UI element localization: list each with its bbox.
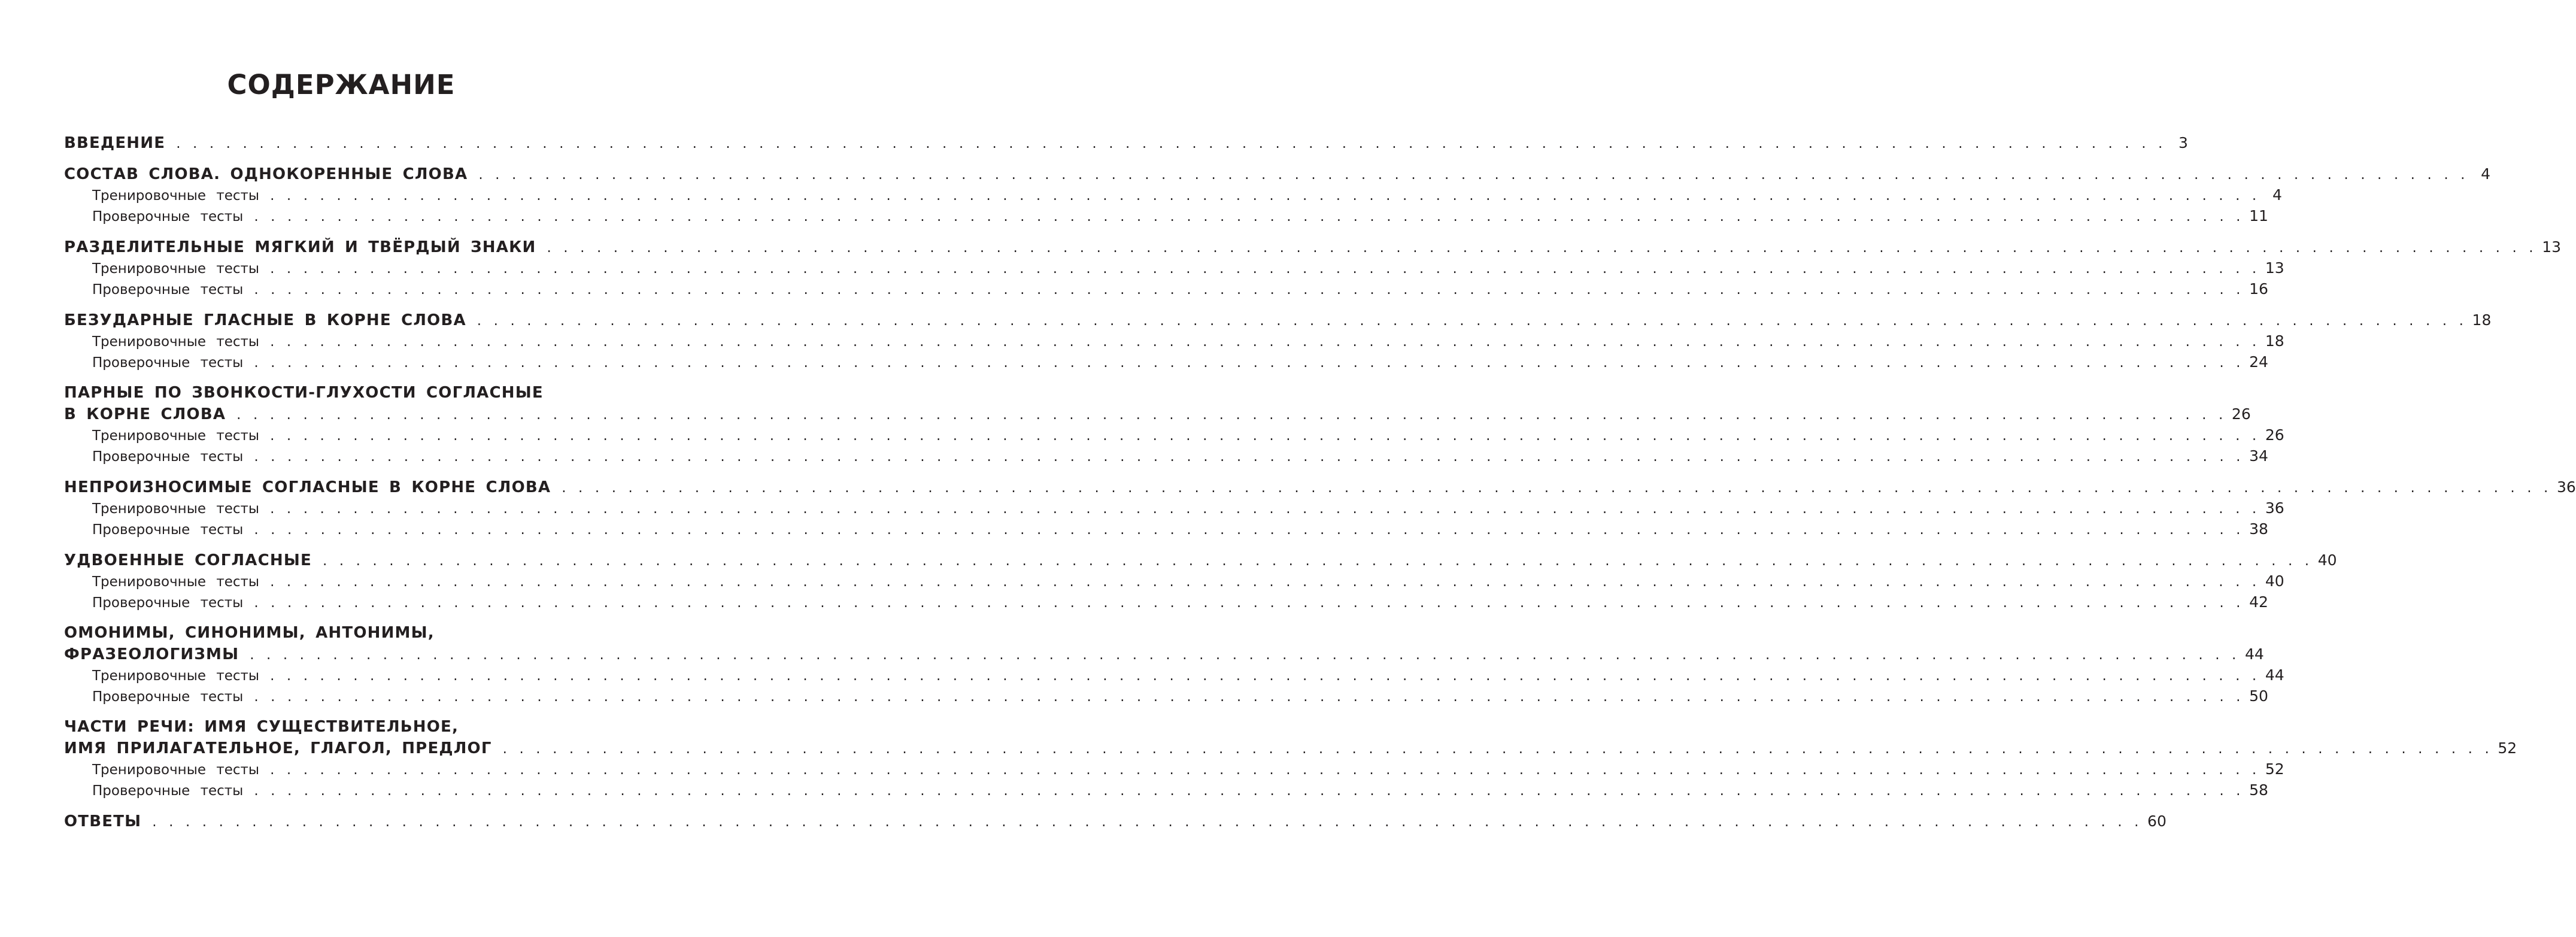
- page-number: 38: [2249, 520, 2268, 538]
- toc-chapter-row[interactable]: [64, 132, 2188, 153]
- toc-chapter-row[interactable]: [64, 310, 2492, 330]
- page-number: 4: [2272, 186, 2282, 204]
- subsection-title: Проверочные тесты: [92, 209, 244, 225]
- subsection-title: Проверочные тесты: [92, 595, 244, 611]
- chapter-title: ВВЕДЕНИЕ: [64, 134, 166, 152]
- toc-subsection-row[interactable]: [64, 184, 2282, 205]
- page-number: 26: [2231, 405, 2251, 423]
- toc-subsection-row[interactable]: [64, 498, 2284, 518]
- toc-subsection-row[interactable]: [64, 686, 2268, 706]
- toc-subsection-row[interactable]: [64, 351, 2268, 372]
- page-number: 52: [2498, 739, 2517, 757]
- toc-subsection-row[interactable]: [64, 518, 2268, 539]
- chapter-title: ОМОНИМЫ, СИНОНИМЫ, АНТОНИМЫ,: [64, 624, 435, 642]
- subsection-title: Проверочные тесты: [92, 783, 244, 799]
- toc-subsection-row[interactable]: [64, 780, 2268, 800]
- chapter-title: ПАРНЫЕ ПО ЗВОНКОСТИ-ГЛУХОСТИ СОГЛАСНЫЕ: [64, 384, 544, 402]
- subsection-title: Тренировочные тесты: [92, 668, 260, 684]
- chapter-title: ЧАСТИ РЕЧИ: ИМЯ СУЩЕСТВИТЕЛЬНОЕ,: [64, 718, 459, 736]
- chapter-title: ФРАЗЕОЛОГИЗМЫ: [64, 645, 239, 663]
- toc-chapter-row[interactable]: [64, 738, 2517, 759]
- toc-subsection-row[interactable]: [64, 571, 2284, 592]
- toc-section: [64, 477, 2576, 539]
- dot-leader: . . . . . . . . . . . . . . . . . . . . . . . . . . . . . . . . . . . . . . . . . . . . . . . . . . . . . . . . . . . . . . . . . . . . . . . . . . . . . . . . . . . . . . . . . . . . . . . . . . . . . . . . . . . . . . . . . . . . . . . .: [254, 355, 2245, 371]
- page-number: 44: [2265, 666, 2284, 684]
- chapter-title: ИМЯ ПРИЛАГАТЕЛЬНОЕ, ГЛАГОЛ, ПРЕДЛОГ: [64, 739, 492, 757]
- page-number: 4: [2481, 165, 2491, 183]
- toc-subsection-row[interactable]: [64, 592, 2268, 612]
- dot-leader: . . . . . . . . . . . . . . . . . . . . . . . . . . . . . . . . . . . . . . . . . . . . . . . . . . . . . . . . . . . . . . . . . . . . . . . . . . . . . . . . . . . . . . . . . . . . . . . . . . . . . . . . . . . . . . . . . . . . . . . .: [254, 209, 2245, 225]
- page-number: 13: [2542, 238, 2562, 256]
- page-number: 52: [2265, 760, 2284, 778]
- dot-leader: . . . . . . . . . . . . . . . . . . . . . . . . . . . . . . . . . . . . . . . . . . . . . . . . . . . . . . . . . . . . . . . . . . . . . . . . . . . . . . . . . . . . . . . . . . . . . . . . . . . . . . . . . . . . . . . . . . . . . . . .: [250, 647, 2240, 663]
- dot-leader: . . . . . . . . . . . . . . . . . . . . . . . . . . . . . . . . . . . . . . . . . . . . . . . . . . . . . . . . . . . . . . . . . . . . . . . . . . . . . . . . . . . . . . . . . . . . . . . . . . . . . . . . . . . . . . . . . . . . . . . .: [322, 553, 2313, 569]
- chapter-title: РАЗДЕЛИТЕЛЬНЫЕ МЯГКИЙ И ТВЁРДЫЙ ЗНАКИ: [64, 238, 536, 256]
- dot-leader: . . . . . . . . . . . . . . . . . . . . . . . . . . . . . . . . . . . . . . . . . . . . . . . . . . . . . . . . . . . . . . . . . . . . . . . . . . . . . . . . . . . . . . . . . . . . . . . . . . . . . . . . . . . . . . . . . . . . . . . .: [270, 334, 2261, 350]
- toc-section: [64, 383, 2284, 466]
- dot-leader: . . . . . . . . . . . . . . . . . . . . . . . . . . . . . . . . . . . . . . . . . . . . . . . . . . . . . . . . . . . . . . . . . . . . . . . . . . . . . . . . . . . . . . . . . . . . . . . . . . . . . . . . . . . . . . . . . . . . . . . .: [502, 741, 2493, 757]
- dot-leader: . . . . . . . . . . . . . . . . . . . . . . . . . . . . . . . . . . . . . . . . . . . . . . . . . . . . . . . . . . . . . . . . . . . . . . . . . . . . . . . . . . . . . . . . . . . . . . . . . . . . . . . . . . . . . . . . . . . . . . . .: [270, 501, 2261, 517]
- dot-leader: . . . . . . . . . . . . . . . . . . . . . . . . . . . . . . . . . . . . . . . . . . . . . . . . . . . . . . . . . . . . . . . . . . . . . . . . . . . . . . . . . . . . . . . . . . . . . . . . . . . . . . . . . . . . . . . . . . . . . . . .: [254, 282, 2245, 298]
- subsection-title: Проверочные тесты: [92, 522, 244, 538]
- toc-section: [64, 550, 2337, 612]
- page-number: 36: [2556, 478, 2576, 496]
- subsection-title: Проверочные тесты: [92, 355, 244, 371]
- page-number: 60: [2147, 812, 2167, 830]
- chapter-title: В КОРНЕ СЛОВА: [64, 405, 226, 423]
- page-number: 34: [2249, 447, 2268, 465]
- dot-leader: . . . . . . . . . . . . . . . . . . . . . . . . . . . . . . . . . . . . . . . . . . . . . . . . . . . . . . . . . . . . . . . . . . . . . . . . . . . . . . . . . . . . . . . . . . . . . . . . . . . . . . . . . . . . . . . . . . . . . . . .: [236, 407, 2227, 423]
- toc-chapter-row[interactable]: [64, 623, 618, 644]
- subsection-title: Тренировочные тесты: [92, 762, 260, 778]
- subsection-title: Тренировочные тесты: [92, 188, 260, 204]
- page-number: 44: [2244, 645, 2264, 663]
- dot-leader: . . . . . . . . . . . . . . . . . . . . . . . . . . . . . . . . . . . . . . . . . . . . . . . . . . . . . . . . . . . . . . . . . . . . . . . . . . . . . . . . . . . . . . . . . . . . . . . . . . . . . . . . . . . . . . . . . . . . . . . .: [547, 240, 2538, 256]
- dot-leader: . . . . . . . . . . . . . . . . . . . . . . . . . . . . . . . . . . . . . . . . . . . . . . . . . . . . . . . . . . . . . . . . . . . . . . . . . . . . . . . . . . . . . . . . . . . . . . . . . . . . . . . . . . . . . . . . . . . . . . . .: [254, 689, 2245, 705]
- page-number: 3: [2178, 134, 2188, 151]
- dot-leader: . . . . . . . . . . . . . . . . . . . . . . . . . . . . . . . . . . . . . . . . . . . . . . . . . . . . . . . . . . . . . . . . . . . . . . . . . . . . . . . . . . . . . . . . . . . . . . . . . . . . . . . . . . . . . . . . . . . . . . . .: [270, 762, 2261, 778]
- toc-section: [64, 811, 2167, 832]
- toc-chapter-row[interactable]: [64, 717, 618, 738]
- toc-section: [64, 163, 2491, 226]
- chapter-title: УДВОЕННЫЕ СОГЛАСНЫЕ: [64, 551, 312, 569]
- dot-leader: . . . . . . . . . . . . . . . . . . . . . . . . . . . . . . . . . . . . . . . . . . . . . . . . . . . . . . . . . . . . . . . . . . . . . . . . . . . . . . . . . . . . . . . . . . . . . . . . . . . . . . . . . . . . . . . . . . . . . . . .: [254, 783, 2245, 799]
- subsection-title: Проверочные тесты: [92, 282, 244, 298]
- toc-chapter-row[interactable]: [64, 550, 2337, 571]
- dot-leader: . . . . . . . . . . . . . . . . . . . . . . . . . . . . . . . . . . . . . . . . . . . . . . . . . . . . . . . . . . . . . . . . . . . . . . . . . . . . . . . . . . . . . . . . . . . . . . . . . . . . . . . . . . . . . . . . . . . . . . . .: [254, 522, 2245, 538]
- dot-leader: . . . . . . . . . . . . . . . . . . . . . . . . . . . . . . . . . . . . . . . . . . . . . . . . . . . . . . . . . . . . . . . . . . . . . . . . . . . . . . . . . . . . . . . . . . . . . . . . . . . . . . . . . . . . . . . . . . . . . . . .: [270, 188, 2261, 204]
- chapter-title: БЕЗУДАРНЫЕ ГЛАСНЫЕ В КОРНЕ СЛОВА: [64, 311, 466, 329]
- chapter-title: НЕПРОИЗНОСИМЫЕ СОГЛАСНЫЕ В КОРНЕ СЛОВА: [64, 478, 551, 496]
- dot-leader: . . . . . . . . . . . . . . . . . . . . . . . . . . . . . . . . . . . . . . . . . . . . . . . . . . . . . . . . . . . . . . . . . . . . . . . . . . . . . . . . . . . . . . . . . . . . . . . . . . . . . . . . . . . . . . . . . . . . . . . .: [152, 814, 2143, 830]
- page-number: 18: [2472, 311, 2492, 329]
- toc-chapter-row[interactable]: [64, 383, 618, 404]
- toc-section: [64, 623, 2284, 706]
- toc-section: [64, 236, 2562, 299]
- toc-chapter-row[interactable]: [64, 811, 2167, 832]
- subsection-title: Тренировочные тесты: [92, 501, 260, 517]
- dot-leader: . . . . . . . . . . . . . . . . . . . . . . . . . . . . . . . . . . . . . . . . . . . . . . . . . . . . . . . . . . . . . . . . . . . . . . . . . . . . . . . . . . . . . . . . . . . . . . . . . . . . . . . . . . . . . . . . . . . . . . . .: [478, 167, 2469, 183]
- subsection-title: Проверочные тесты: [92, 689, 244, 705]
- table-of-contents: [64, 132, 2576, 842]
- page-number: 11: [2249, 207, 2268, 225]
- dot-leader: . . . . . . . . . . . . . . . . . . . . . . . . . . . . . . . . . . . . . . . . . . . . . . . . . . . . . . . . . . . . . . . . . . . . . . . . . . . . . . . . . . . . . . . . . . . . . . . . . . . . . . . . . . . . . . . . . . . . . . . .: [254, 595, 2245, 611]
- dot-leader: . . . . . . . . . . . . . . . . . . . . . . . . . . . . . . . . . . . . . . . . . . . . . . . . . . . . . . . . . . . . . . . . . . . . . . . . . . . . . . . . . . . . . . . . . . . . . . . . . . . . . . . . . . . . . . . . . . . . . . . .: [562, 480, 2552, 496]
- subsection-title: Тренировочные тесты: [92, 261, 260, 277]
- dot-leader: . . . . . . . . . . . . . . . . . . . . . . . . . . . . . . . . . . . . . . . . . . . . . . . . . . . . . . . . . . . . . . . . . . . . . . . . . . . . . . . . . . . . . . . . . . . . . . . . . . . . . . . . . . . . . . . . . . . . . . . .: [270, 668, 2261, 684]
- toc-subsection-row[interactable]: [64, 445, 2268, 466]
- page-number: 36: [2265, 499, 2284, 517]
- toc-chapter-row[interactable]: [64, 163, 2491, 184]
- toc-subsection-row[interactable]: [64, 424, 2284, 445]
- dot-leader: . . . . . . . . . . . . . . . . . . . . . . . . . . . . . . . . . . . . . . . . . . . . . . . . . . . . . . . . . . . . . . . . . . . . . . . . . . . . . . . . . . . . . . . . . . . . . . . . . . . . . . . . . . . . . . . . . . . . . . . .: [477, 313, 2468, 329]
- toc-subsection-row[interactable]: [64, 278, 2268, 299]
- dot-leader: . . . . . . . . . . . . . . . . . . . . . . . . . . . . . . . . . . . . . . . . . . . . . . . . . . . . . . . . . . . . . . . . . . . . . . . . . . . . . . . . . . . . . . . . . . . . . . . . . . . . . . . . . . . . . . . . . . . . . . . .: [270, 261, 2261, 277]
- subsection-title: Проверочные тесты: [92, 449, 244, 465]
- subsection-title: Тренировочные тесты: [92, 428, 260, 444]
- toc-subsection-row[interactable]: [64, 665, 2284, 686]
- toc-section: [64, 717, 2517, 800]
- subsection-title: Тренировочные тесты: [92, 334, 260, 350]
- page-number: 40: [2265, 572, 2284, 590]
- chapter-title: СОСТАВ СЛОВА. ОДНОКОРЕННЫЕ СЛОВА: [64, 165, 468, 183]
- toc-section: [64, 310, 2492, 372]
- dot-leader: . . . . . . . . . . . . . . . . . . . . . . . . . . . . . . . . . . . . . . . . . . . . . . . . . . . . . . . . . . . . . . . . . . . . . . . . . . . . . . . . . . . . . . . . . . . . . . . . . . . . . . . . . . . . . . . . . . . . . . . .: [254, 449, 2245, 465]
- page-number: 13: [2265, 259, 2284, 277]
- toc-chapter-row[interactable]: [64, 477, 2576, 498]
- page-number: 18: [2265, 332, 2284, 350]
- toc-chapter-row[interactable]: [64, 404, 2251, 424]
- chapter-title: ОТВЕТЫ: [64, 812, 142, 830]
- toc-chapter-row[interactable]: [64, 644, 2264, 665]
- toc-subsection-row[interactable]: [64, 257, 2284, 278]
- subsection-title: Тренировочные тесты: [92, 574, 260, 590]
- dot-leader: . . . . . . . . . . . . . . . . . . . . . . . . . . . . . . . . . . . . . . . . . . . . . . . . . . . . . . . . . . . . . . . . . . . . . . . . . . . . . . . . . . . . . . . . . . . . . . . . . . . . . . . . . . . . . . . . . . . . . . . .: [176, 136, 2167, 151]
- toc-subsection-row[interactable]: [64, 759, 2284, 780]
- page-number: 42: [2249, 593, 2268, 611]
- dot-leader: . . . . . . . . . . . . . . . . . . . . . . . . . . . . . . . . . . . . . . . . . . . . . . . . . . . . . . . . . . . . . . . . . . . . . . . . . . . . . . . . . . . . . . . . . . . . . . . . . . . . . . . . . . . . . . . . . . . . . . . .: [270, 428, 2261, 444]
- toc-subsection-row[interactable]: [64, 205, 2268, 226]
- toc-subsection-row[interactable]: [64, 330, 2284, 351]
- page-title: СОДЕРЖАНИЕ: [227, 69, 456, 101]
- page-number: 16: [2249, 280, 2268, 298]
- page-number: 50: [2249, 687, 2268, 705]
- page-number: 58: [2249, 781, 2268, 799]
- dot-leader: . . . . . . . . . . . . . . . . . . . . . . . . . . . . . . . . . . . . . . . . . . . . . . . . . . . . . . . . . . . . . . . . . . . . . . . . . . . . . . . . . . . . . . . . . . . . . . . . . . . . . . . . . . . . . . . . . . . . . . . .: [270, 574, 2261, 590]
- page-number: 26: [2265, 426, 2284, 444]
- page-number: 40: [2317, 551, 2337, 569]
- toc-section: [64, 132, 2188, 153]
- toc-chapter-row[interactable]: [64, 236, 2562, 257]
- page-number: 24: [2249, 353, 2268, 371]
